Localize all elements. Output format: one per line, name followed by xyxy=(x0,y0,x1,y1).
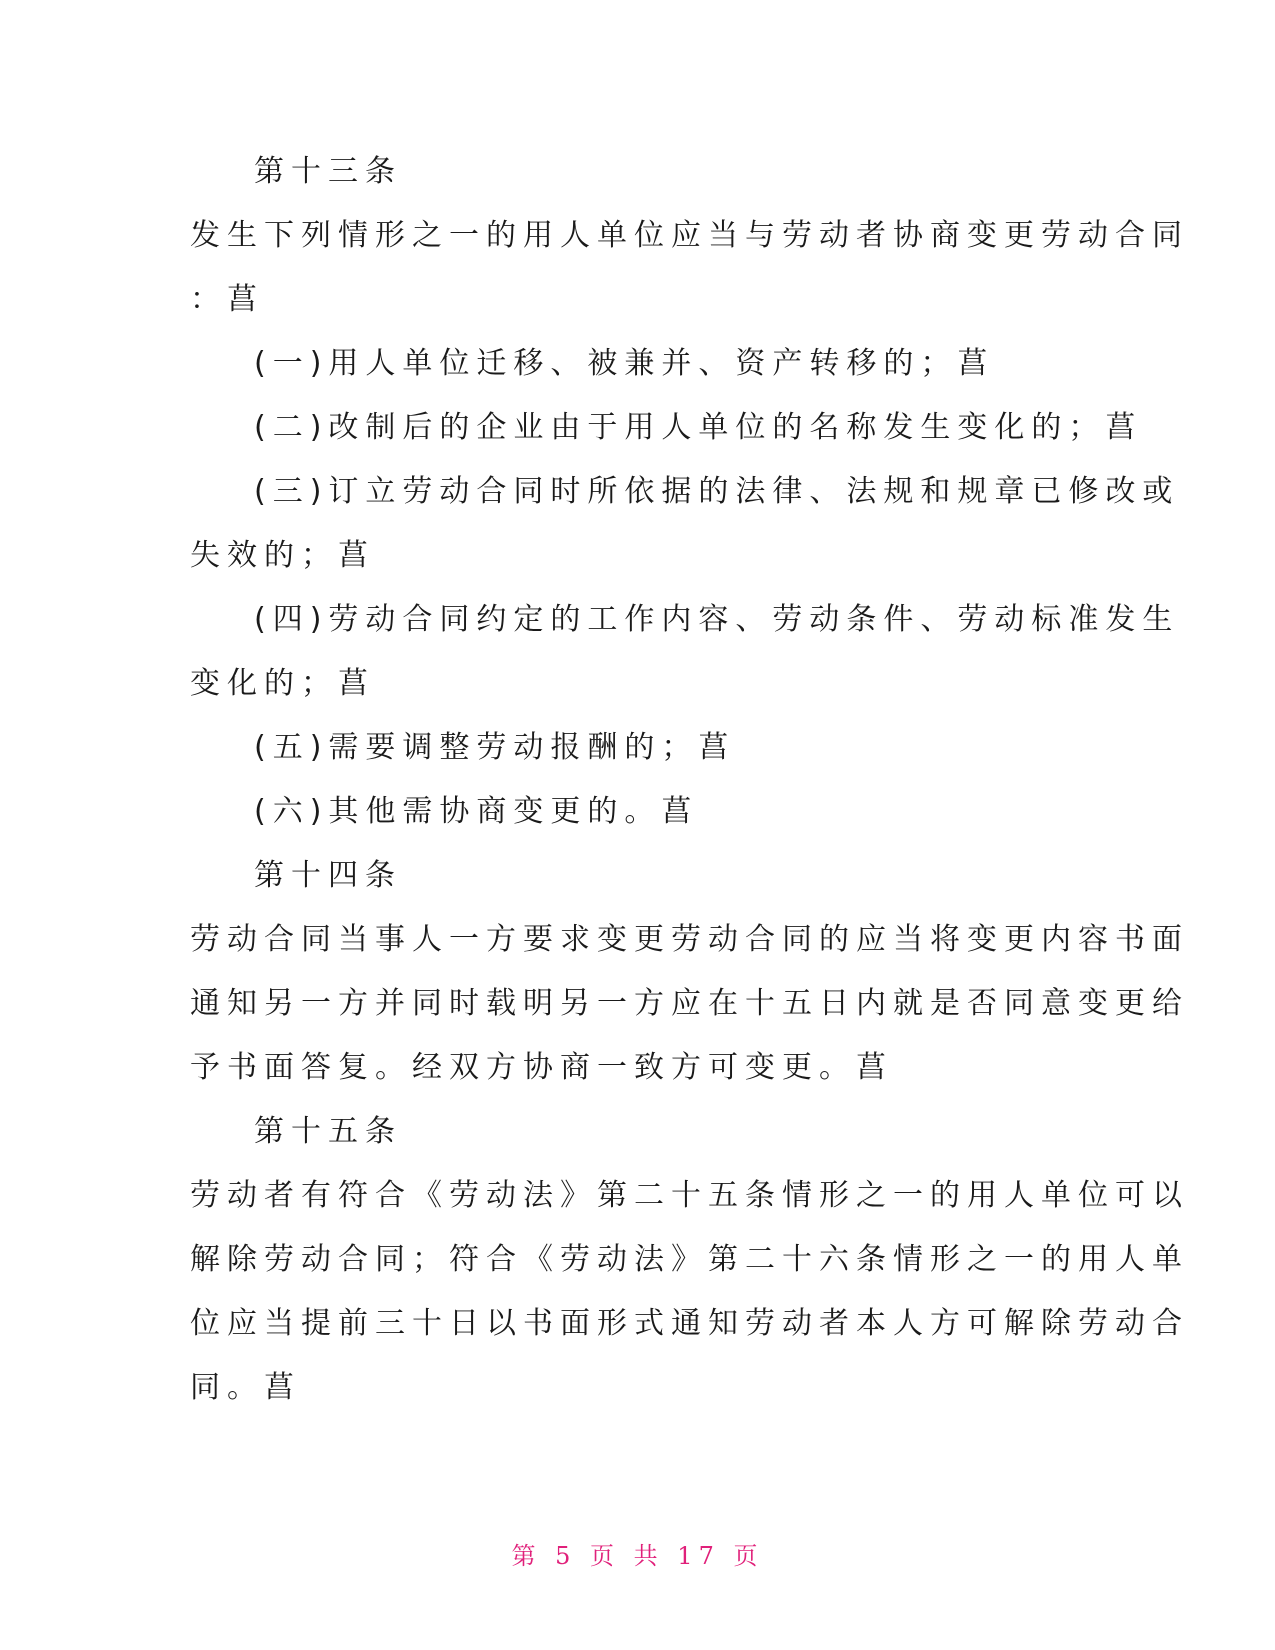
list-item: (二)改制后的企业由于用人单位的名称发生变化的；菖 xyxy=(254,410,1143,445)
paragraph-line: 发生下列情形之一的用人单位应当与劳动者协商变更劳动合同 xyxy=(190,218,1189,253)
list-item: (四)劳动合同约定的工作内容、劳动条件、劳动标准发生 xyxy=(254,602,1180,637)
list-item-continuation: 变化的；菖 xyxy=(190,666,375,701)
list-item: (五)需要调整劳动报酬的；菖 xyxy=(254,730,736,765)
paragraph-line: 通知另一方并同时载明另一方应在十五日内就是否同意变更给 xyxy=(190,986,1189,1021)
article-heading: 第十五条 xyxy=(254,1114,402,1149)
paragraph-line: 解除劳动合同；符合《劳动法》第二十六条情形之一的用人单 xyxy=(190,1242,1189,1277)
paragraph-line: 位应当提前三十日以书面形式通知劳动者本人方可解除劳动合 xyxy=(190,1306,1189,1341)
article-heading: 第十三条 xyxy=(254,154,402,189)
paragraph-line: 同。菖 xyxy=(190,1370,301,1405)
list-item-continuation: 失效的；菖 xyxy=(190,538,375,573)
paragraph-line: 予书面答复。经双方协商一致方可变更。菖 xyxy=(190,1050,893,1085)
document-body xyxy=(190,140,1189,1420)
list-item: (六)其他需协商变更的。菖 xyxy=(254,794,699,829)
list-item: (三)订立劳动合同时所依据的法律、法规和规章已修改或 xyxy=(254,474,1180,509)
paragraph-line: 劳动者有符合《劳动法》第二十五条情形之一的用人单位可以 xyxy=(190,1178,1189,1213)
list-item: (一)用人单位迁移、被兼并、资产转移的；菖 xyxy=(254,346,995,381)
article-heading: 第十四条 xyxy=(254,858,402,893)
page-number: 第 5 页 共 17 页 xyxy=(511,1542,764,1570)
paragraph-line: ：菖 xyxy=(190,282,264,317)
paragraph-line: 劳动合同当事人一方要求变更劳动合同的应当将变更内容书面 xyxy=(190,922,1189,957)
